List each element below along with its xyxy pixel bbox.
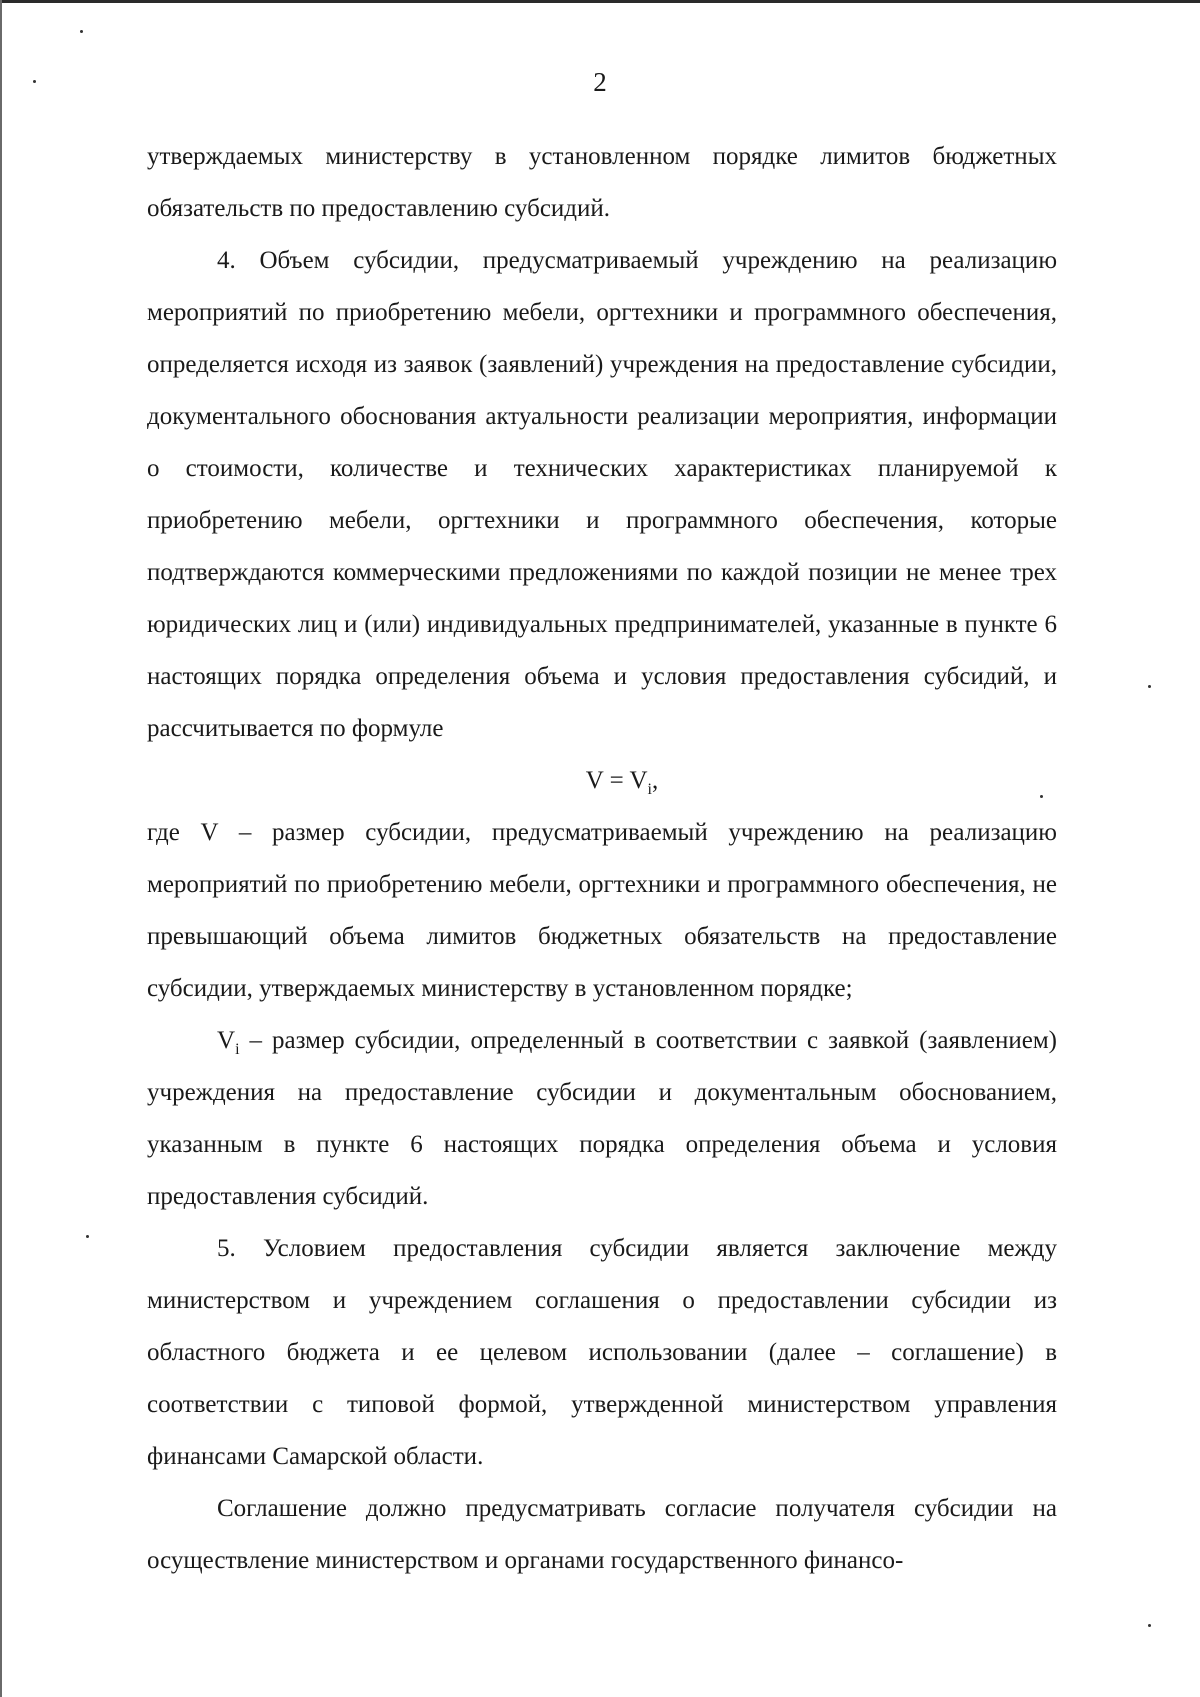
scan-speck <box>1040 795 1043 798</box>
paragraph-agreement: Соглашение должно предусматривать согласие получателя субсидии на осуществление министерством и органами государственного финансо- <box>147 1495 1057 1574</box>
paragraph-definition-v: где V – размер субсидии, предусматриваемый учреждению на реализацию мероприятий по приобретению мебели, оргтехники и программного обеспечения, не превышающий объема лимитов бюджетных обязательств на предоставление субсидии, утверждаемых министерству в установленном порядке; <box>147 819 1057 1002</box>
formula <box>147 755 1057 807</box>
paragraph-item-5: 5. Условием предоставления субсидии является заключение между министерством и учреждением соглашения о предоставлении субсидии из областного бюджета и ее целевом использовании (далее – соглашение) в соответствии с типовой формой, утвержденной министерством управления финансами Самарской области. <box>147 1235 1057 1470</box>
formula-lhs: V = V <box>585 767 648 794</box>
paragraph-continuation: утверждаемых министерству в установленном порядке лимитов бюджетных обязательств по предоставлению субсидий. <box>147 143 1057 222</box>
document-body <box>147 131 1057 1587</box>
scan-left-border <box>0 0 2 1697</box>
scan-speck <box>33 80 36 83</box>
scan-speck <box>80 30 83 33</box>
formula-tail: , <box>652 767 659 794</box>
scan-speck <box>1148 685 1151 688</box>
scan-speck <box>86 1235 89 1238</box>
formula-subscript: i <box>647 781 652 798</box>
vi-symbol: V <box>217 1027 236 1054</box>
page-number: 2 <box>593 67 607 97</box>
paragraph-definition-vi <box>147 1015 1057 1223</box>
scan-speck <box>1148 1624 1151 1627</box>
paragraph-item-4: 4. Объем субсидии, предусматриваемый учреждению на реализацию мероприятий по приобретению мебели, оргтехники и программного обеспечения, определяется исходя из заявок (заявлений) учреждения на предоставление субсидии, документального обоснования актуальности реализации мероприятия, информации о стоимости, количестве и технических характеристиках планируемой к приобретению мебели, оргтехники и программного обеспечения, которые подтверждаются коммерческими предложениями по каждой позиции не менее трех юридических лиц и (или) индивидуальных предпринимателей, указанные в пункте 6 настоящих порядка определения объема и условия предоставления субсидий, и рассчитывается по формуле <box>147 247 1057 742</box>
scan-top-border <box>0 0 1200 3</box>
vi-subscript: i <box>235 1041 240 1058</box>
vi-definition-text: – размер субсидии, определенный в соответствии с заявкой (заявлением) учреждения на предоставление субсидии и документальным обоснованием, указанным в пункте 6 настоящих порядка определения объема и условия предоставления субсидий. <box>147 1027 1057 1210</box>
